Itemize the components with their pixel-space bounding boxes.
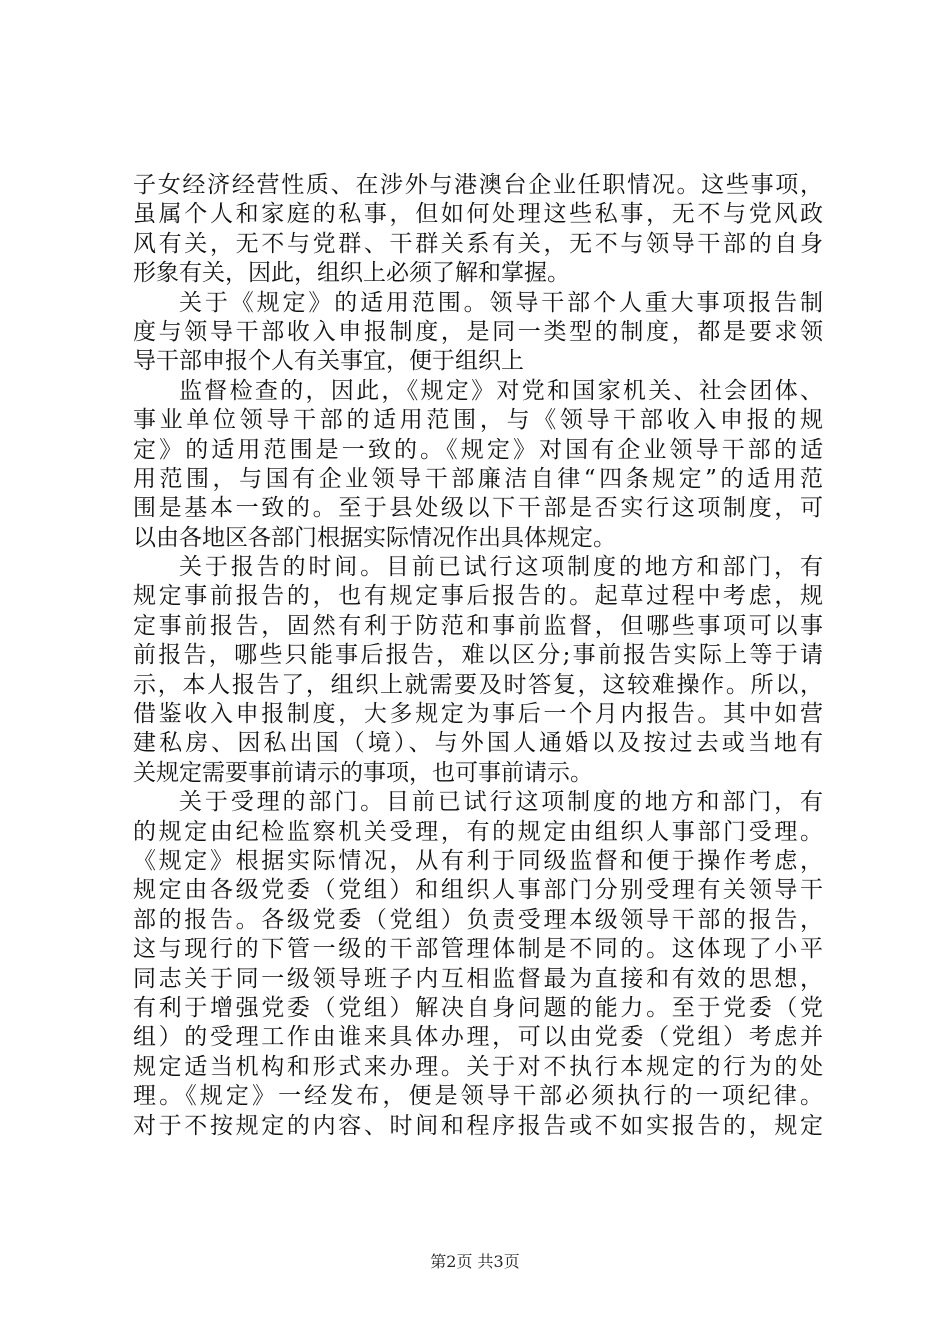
text-line: 的规定由纪检监察机关受理，有的规定由组织人事部门受理。 [133, 818, 823, 845]
text-line: 规定事前报告的，也有规定事后报告的。起草过程中考虑，规 [133, 583, 823, 610]
paragraph-start-line: 关于《规定》的适用范围。领导干部个人重大事项报告制 [179, 289, 823, 316]
paragraph-start-line: 监督检查的，因此，《规定》对党和国家机关、社会团体、 [179, 377, 823, 404]
text-line: 关规定需要事前请示的事项，也可事前请示。 [133, 759, 593, 786]
page-number-footer: 第2页 共3页 [430, 1252, 520, 1271]
text-line: 子女经济经营性质、在涉外与港澳台企业任职情况。这些事项， [133, 172, 823, 198]
text-line: 事业单位领导干部的适用范围，与《领导干部收入申报的规 [133, 407, 823, 434]
text-line: 导干部申报个人有关事宜，便于组织上 [133, 348, 524, 375]
text-line: 部的报告。各级党委（党组）负责受理本级领导干部的报告， [133, 906, 823, 933]
text-line: 组）的受理工作由谁来具体办理，可以由党委（党组）考虑并 [133, 1024, 823, 1051]
text-line: 同志关于同一级领导班子内互相监督最为直接和有效的思想， [133, 965, 823, 992]
text-line: 风有关，无不与党群、干群关系有关，无不与领导干部的自身 [133, 230, 823, 257]
text-line: 定事前报告，固然有利于防范和事前监督，但哪些事项可以事 [133, 612, 823, 639]
text-line: 虽属个人和家庭的私事，但如何处理这些私事，无不与党风政 [133, 201, 823, 228]
text-line: 对于不按规定的内容、时间和程序报告或不如实报告的，规定 [133, 1112, 823, 1139]
text-line: 建私房、因私出国（境）、与外国人通婚以及按过去或当地有 [133, 730, 823, 757]
text-line: 用范围，与国有企业领导干部廉洁自律“四条规定”的适用范 [133, 465, 823, 492]
text-line: 围是基本一致的。至于县处级以下干部是否实行这项制度，可 [133, 495, 823, 522]
text-line: 示，本人报告了，组织上就需要及时答复，这较难操作。所以， [133, 671, 823, 698]
text-line: 《规定》根据实际情况，从有利于同级监督和便于操作考虑， [133, 847, 823, 874]
paragraph-start-line: 关于受理的部门。目前已试行这项制度的地方和部门，有 [179, 789, 823, 816]
text-line: 规定适当机构和形式来办理。关于对不执行本规定的行为的处 [133, 1053, 823, 1080]
text-line: 有利于增强党委（党组）解决自身问题的能力。至于党委（党 [133, 994, 823, 1021]
text-line: 形象有关，因此，组织上必须了解和掌握。 [133, 260, 570, 287]
document-body [133, 171, 823, 1141]
text-line: 以由各地区各部门根据实际情况作出具体规定。 [133, 524, 616, 551]
text-line: 度与领导干部收入申报制度，是同一类型的制度，都是要求领 [133, 318, 823, 345]
text-line: 这与现行的下管一级的干部管理体制是不同的。这体现了小平 [133, 936, 823, 963]
text-line: 理。《规定》一经发布，便是领导干部必须执行的一项纪律。 [133, 1083, 823, 1110]
paragraph-start-line: 关于报告的时间。目前已试行这项制度的地方和部门，有 [179, 554, 823, 581]
text-line: 规定由各级党委（党组）和组织人事部门分别受理有关领导干 [133, 877, 823, 904]
text-line: 借鉴收入申报制度，大多规定为事后一个月内报告。其中如营 [133, 701, 823, 728]
text-line: 前报告，哪些只能事后报告，难以区分;事前报告实际上等于请 [133, 642, 823, 669]
text-line: 定》的适用范围是一致的。《规定》对国有企业领导干部的适 [133, 436, 823, 463]
